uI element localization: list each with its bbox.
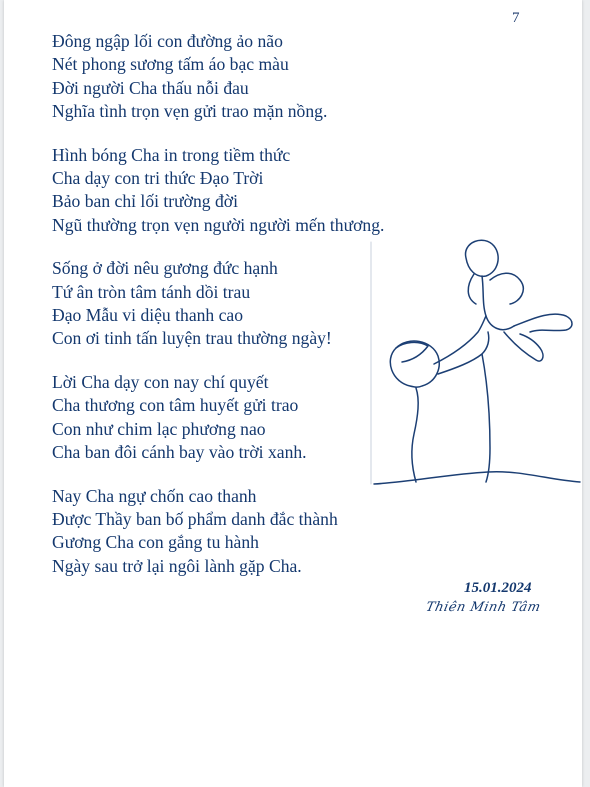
poem-line: Sống ở đời nêu gương đức hạnh (52, 258, 278, 279)
ground-line (374, 472, 580, 484)
author-signature: Thiên Minh Tâm (424, 600, 543, 615)
poem-line: Lời Cha dạy con nay chí quyết (52, 372, 269, 393)
poem-line: Nay Cha ngự chốn cao thanh (52, 485, 257, 506)
child-arm-right (490, 273, 523, 304)
father-head (390, 341, 439, 387)
poem-line: Đời người Cha thấu nỗi đau (52, 77, 249, 98)
stanza-2 (52, 144, 492, 237)
page-number: 7 (512, 10, 520, 26)
child-leg (514, 314, 572, 332)
father-lifting-child-illustration (370, 236, 582, 488)
poem-line: Nét phong sương tấm áo bạc màu (52, 54, 289, 75)
father-body (412, 388, 418, 482)
child-torso (482, 276, 514, 330)
poem-line: Hình bóng Cha in trong tiềm thức (52, 144, 291, 165)
poem-line: Tứ ân tròn tâm tánh dồi trau (52, 281, 251, 302)
poem-line: Gương Cha con gắng tu hành (52, 532, 259, 553)
poem-line: Cha ban đôi cánh bay vào trời xanh. (52, 441, 307, 462)
poem-line: Đông ngập lối con đường ảo não (52, 31, 283, 51)
child-head (466, 240, 499, 276)
father-arm-front (438, 332, 489, 374)
poem-line: Cha dạy con tri thức Đạo Trời (52, 167, 264, 188)
stanza-1 (52, 30, 492, 123)
poem-date: 15.01.2024 (464, 580, 532, 596)
poem-line: Cha thương con tâm huyết gửi trao (52, 395, 299, 416)
child-leg-lower (504, 332, 543, 361)
child-arm (468, 274, 476, 304)
poem-line: Nghĩa tình trọn vẹn gửi trao mặn nồng. (52, 100, 328, 121)
poem-line: Bảo ban chỉ lối trường đời (52, 191, 238, 212)
stanza-5 (52, 485, 492, 578)
poem-line: Ngũ thường trọn vẹn người người mến thương. (52, 214, 385, 235)
father-hair (396, 342, 428, 362)
document-page (4, 0, 582, 787)
father-chest (482, 354, 490, 482)
poem-line: Ngày sau trở lại ngôi lành gặp Cha. (52, 555, 302, 576)
poem-line: Được Thầy ban bố phẩm danh đắc thành (52, 509, 338, 530)
poem-line: Con như chim lạc phương nao (52, 418, 266, 439)
poem-line: Đạo Mẫu vi diệu thanh cao (52, 304, 244, 325)
poem-line: Con ơi tinh tấn luyện trau thường ngày! (52, 328, 332, 349)
